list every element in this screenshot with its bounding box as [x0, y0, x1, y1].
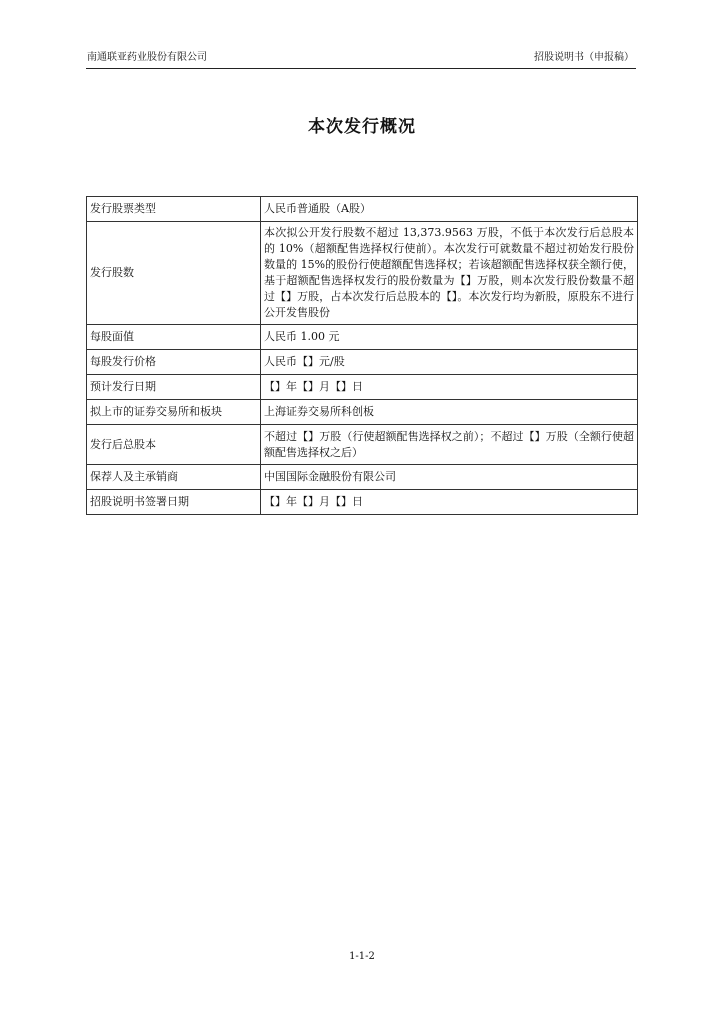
- page-number: 1-1-2: [349, 951, 375, 962]
- table-row: [87, 465, 638, 490]
- row-value: 人民币【】元/股: [261, 350, 638, 375]
- row-value: 上海证券交易所科创板: [261, 400, 638, 425]
- row-label: 发行股票类型: [87, 197, 261, 222]
- page-header: [86, 50, 636, 69]
- table-row: [87, 490, 638, 515]
- row-value: 中国国际金融股份有限公司: [261, 465, 638, 490]
- row-label: 拟上市的证券交易所和板块: [87, 400, 261, 425]
- row-value: 人民币 1.00 元: [261, 325, 638, 350]
- table-row: [87, 425, 638, 465]
- page-title: 本次发行概况: [308, 117, 416, 137]
- table-row: [87, 222, 638, 325]
- company-name: 南通联亚药业股份有限公司: [87, 52, 207, 63]
- row-value: 人民币普通股（A股）: [261, 197, 638, 222]
- row-value: 不超过【】万股（行使超额配售选择权之前）；不超过【】万股（全额行使超额配售选择权之后）: [261, 425, 638, 465]
- row-label: 每股发行价格: [87, 350, 261, 375]
- offering-overview-table: [86, 196, 638, 515]
- row-value: 本次拟公开发行股数不超过 13,373.9563 万股，不低于本次发行后总股本的 10%（超额配售选择权行使前）。本次发行可就数量不超过初始发行股份数量的 15%的股份行使超额配售选择权；若该超额配售选择权获全额行使，基于超额配售选择权发行的股份数量为【】万股，则本次发行股份数量不超过【】万股，占本次发行后总股本的【】。本次发行均为新股，原股东不进行公开发售股份: [261, 222, 638, 325]
- table-row: [87, 375, 638, 400]
- table-row: [87, 400, 638, 425]
- row-label: 保荐人及主承销商: [87, 465, 261, 490]
- row-label: 预计发行日期: [87, 375, 261, 400]
- row-label: 每股面值: [87, 325, 261, 350]
- table-row: [87, 350, 638, 375]
- row-label: 发行后总股本: [87, 425, 261, 465]
- table-row: [87, 325, 638, 350]
- row-label: 招股说明书签署日期: [87, 490, 261, 515]
- document-type: 招股说明书（申报稿）: [534, 52, 634, 63]
- table-row: [87, 197, 638, 222]
- row-label: 发行股数: [87, 222, 261, 325]
- row-value: 【】年【】月【】日: [261, 490, 638, 515]
- row-value: 【】年【】月【】日: [261, 375, 638, 400]
